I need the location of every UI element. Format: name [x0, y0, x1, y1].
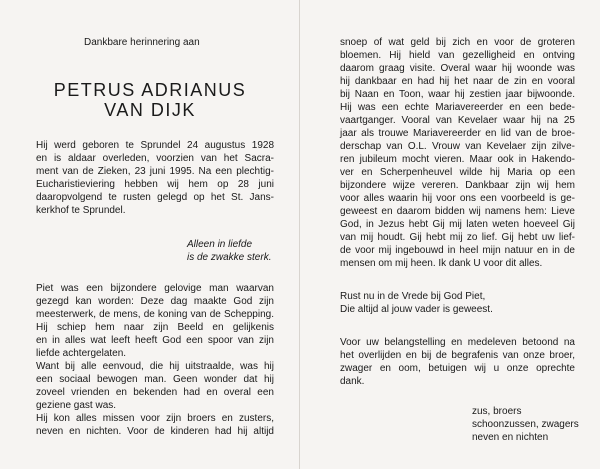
body-line: de voor mij ingebouwd in heel mijn natuur en in de — [340, 245, 575, 256]
body-line: zoveel vrienden en bekenden had en overal een — [36, 387, 274, 398]
body-line: snoep of wat geld bij zich en voor de groteren — [340, 37, 575, 48]
body-line: Hij kon alles missen voor zijn broers en zusters, — [36, 413, 274, 424]
body-line: God, in Jezus hebt Gij mij laten weten hoeveel Gij — [340, 219, 575, 230]
body-line: daarom graag visite. Overal waar hij woonde was — [340, 63, 575, 74]
body-line: bij Naan en Toon, waar hij zestien jaar bijwoonde. — [340, 89, 575, 100]
body-line: mensen om mij heen. Ik dank U voor dit alles. — [340, 258, 543, 269]
thanks-line: zwager en oom, betuigen wij u onze oprechte — [340, 363, 575, 374]
right-page — [300, 0, 600, 469]
bio-line: ment van de Zieken, 23 juni 1995. Na een plechtig- — [36, 166, 274, 177]
bio-line: Hij werd geboren te Sprundel 24 augustus 1928 — [36, 140, 274, 151]
bio-line: daaropvolgend te rusten gelegd op het St. Jans- — [36, 192, 274, 203]
signature-line: schoonzussen, zwagers — [472, 419, 579, 430]
body-line: ver en Scherpenheuvel wilde hij Maria op een — [340, 167, 575, 178]
body-line: voor alles waarin hij voor ons een voorbeeld is ge- — [340, 193, 575, 204]
body-line: gezegd kan worden: Deze dag maakte God zijn — [36, 296, 274, 307]
header-text: Dankbare herinnering aan — [84, 37, 200, 48]
body-line: hij dankbaar en had hij het naar de zin en vooral — [340, 76, 575, 87]
quote-line2: is de zwakke sterk. — [187, 252, 272, 263]
bio-line: Eucharistieviering hebben wij hem op 28 juni — [36, 179, 274, 190]
body-line: Piet was een bijzondere gelovige man waarvan — [36, 283, 274, 294]
body-line: geweest en daarom bidden wij namens hem: Lieve — [340, 206, 575, 217]
bio-line: en is aldaar overleden, voorzien van het Sacra- — [36, 153, 274, 164]
thanks-line: het overlijden en bij de begrafenis van onze broer, — [340, 350, 575, 361]
thanks-line: dank. — [340, 376, 365, 387]
deceased-name-line1: PETRUS ADRIANUS — [53, 80, 247, 100]
body-line: meesterwerk, de mens, de koning van de Schepping. — [36, 309, 274, 320]
quote-line1: Alleen in liefde — [187, 239, 253, 250]
body-line: een sociaal bewogen man. Geen wonder dat hij — [36, 374, 274, 385]
body-line: en in alles wat leeft heeft God een spoor van zijn — [36, 335, 274, 346]
signature-line: neven en nichten — [472, 432, 549, 443]
rest-line1: Rust nu in de Vrede bij God Piet, — [340, 291, 486, 302]
deceased-name-line2: VAN DIJK — [104, 100, 196, 120]
body-line: jaar als trouwe Mariavereerder en lid van de broe- — [340, 128, 575, 139]
body-line: vaartganger. Vooral van Kevelaer waar hij na 25 — [340, 115, 575, 126]
body-line: Hij schiep hem naar zijn Beeld en gelijkenis — [36, 322, 274, 333]
body-line: ren jubileum mocht vieren. Maar ook in Hakendo- — [340, 154, 575, 165]
body-line: Hij was een echte Mariavereerder en een bede- — [340, 102, 575, 113]
body-line: bijzondere wijze vereren. Dankbaar zijn wij hem — [340, 180, 575, 191]
body-line: derschap van O.L. Vrouw van Kevelaer zijn zilve- — [340, 141, 575, 152]
body-line: van mij houdt. Gij hebt mij zo lief. Gij hebt uw lief- — [340, 232, 575, 243]
signature-line: zus, broers — [472, 406, 522, 417]
body-line: liefde achtergelaten. — [36, 348, 127, 359]
body-line: bloemen. Hij hield van gezelligheid en ontving — [340, 50, 575, 61]
body-line: neven en nichten. Voor de kinderen had hij altijd — [36, 426, 274, 437]
bio-line: kerkhof te Sprundel. — [36, 205, 126, 216]
thanks-line: Voor uw belangstelling en medeleven betoond na — [340, 337, 575, 348]
body-line: geziene gast was. — [36, 400, 117, 411]
rest-line2: Die altijd al jouw vader is geweest. — [340, 304, 493, 315]
body-line: Want bij alle eenvoud, die hij uitstraalde, was hij — [36, 361, 274, 372]
